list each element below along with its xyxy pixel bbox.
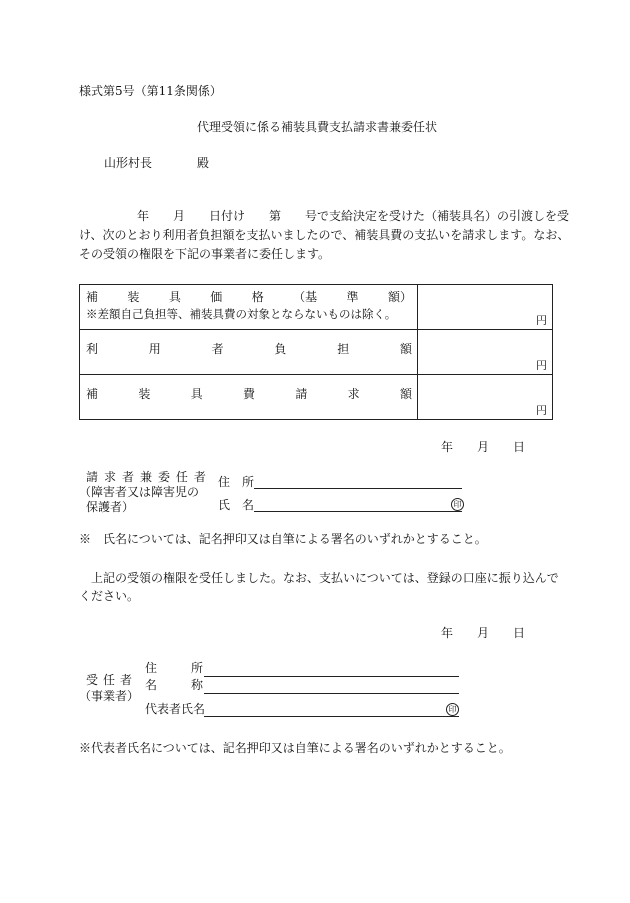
label-char: 補 xyxy=(86,290,99,304)
claimant-role-sub-2: 保護者） xyxy=(86,500,135,514)
label-char: 具 xyxy=(168,290,181,304)
claimant-address-field[interactable] xyxy=(254,488,462,489)
body-date-line: 年 月 日付け 第 号で支給決定を受けた（補装具名）の引渡しを受 xyxy=(137,209,570,223)
label-char: 請 xyxy=(86,470,99,484)
label-char: 価 xyxy=(210,290,223,304)
fee-label-claim-amount xyxy=(86,388,412,400)
label-char: 者 xyxy=(121,470,134,484)
delegate-name-field[interactable] xyxy=(204,693,459,694)
document-title: 代理受領に係る補装具費支払請求書兼委任状 xyxy=(197,120,438,134)
label-char: 称 xyxy=(190,678,203,692)
fee-label-cell xyxy=(80,285,418,330)
form-number: 様式第5号（第11条関係） xyxy=(79,84,222,98)
delegate-address-field[interactable] xyxy=(204,676,459,677)
fee-amount-standard-price[interactable] xyxy=(418,285,553,330)
label-char: 装 xyxy=(127,290,140,304)
label-char: 額 xyxy=(399,342,412,356)
label-char: 委 xyxy=(157,470,170,484)
fee-label-standard-price xyxy=(86,291,412,303)
label-char: 具 xyxy=(190,387,203,401)
fee-label-cell xyxy=(80,375,418,420)
claimant-name-field[interactable] xyxy=(254,511,462,512)
date-field-2[interactable]: 年 月 日 xyxy=(441,626,526,640)
table-row xyxy=(80,285,553,330)
fee-table xyxy=(79,284,553,420)
fee-label-cell xyxy=(80,330,418,375)
delegate-role xyxy=(86,674,132,686)
label-char: 求 xyxy=(347,387,360,401)
delegate-name-label xyxy=(145,679,203,691)
claimant-address-label: 住 所 xyxy=(218,475,255,489)
yen-unit: 円 xyxy=(536,314,547,327)
addressee-honorific: 殿 xyxy=(197,156,210,170)
label-char: 額） xyxy=(387,290,412,304)
label-char: 住 xyxy=(145,661,158,675)
note-signature-1: ※ 氏名については、記名押印又は自筆による署名のいずれかとすること。 xyxy=(79,532,487,546)
date-field-1[interactable]: 年 月 日 xyxy=(441,440,526,454)
delegate-representative-label: 代表者氏名 xyxy=(145,702,206,716)
delegate-role-sub: （事業者） xyxy=(79,689,140,703)
acceptance-line-1: 上記の受領の権限を受任しました。なお、支払いについては、登録の口座に振り込んで xyxy=(91,571,559,585)
label-char: 用 xyxy=(148,342,161,356)
label-char: 利 xyxy=(86,342,99,356)
claimant-role xyxy=(86,471,206,483)
label-char: 担 xyxy=(337,342,350,356)
yen-unit: 円 xyxy=(536,404,547,417)
acceptance-line-2: ください。 xyxy=(79,589,140,603)
seal-mark-icon: 印 xyxy=(446,703,459,716)
fee-amount-user-burden[interactable] xyxy=(418,330,553,375)
label-char: 装 xyxy=(138,387,151,401)
label-char: 者 xyxy=(211,342,224,356)
seal-mark-icon: 印 xyxy=(451,498,464,511)
label-char: 負 xyxy=(274,342,287,356)
label-char: 者 xyxy=(193,470,206,484)
body-line-3: その受領の権限を下記の事業者に委任します。 xyxy=(79,247,331,261)
label-char: 補 xyxy=(86,387,99,401)
fee-label-user-burden xyxy=(86,343,412,355)
fee-note: ※差額自己負担等、補装具費の対象とならないものは除く。 xyxy=(86,307,397,321)
label-char: 格 xyxy=(251,290,264,304)
body-line-2: け、次のとおり利用者負担額を支払いましたので、補装具費の支払いを請求します。なお、 xyxy=(79,228,570,242)
label-char: 者 xyxy=(119,673,132,687)
label-char: 求 xyxy=(103,470,116,484)
label-char: 額 xyxy=(399,387,412,401)
yen-unit: 円 xyxy=(536,359,547,372)
delegate-address-label xyxy=(145,662,203,674)
claimant-role-sub-1: （障害者又は障害児の xyxy=(79,485,200,499)
addressee-name: 山形村長 xyxy=(104,156,153,170)
note-signature-2: ※代表者氏名については、記名押印又は自筆による署名のいずれかとすること。 xyxy=(79,741,511,755)
fee-amount-claim-amount[interactable] xyxy=(418,375,553,420)
label-char: 所 xyxy=(190,661,203,675)
table-row xyxy=(80,330,553,375)
label-char: 受 xyxy=(86,673,99,687)
label-char: 費 xyxy=(242,387,255,401)
label-char: 兼 xyxy=(139,470,152,484)
claimant-name-label: 氏 名 xyxy=(218,498,255,512)
label-char: 任 xyxy=(175,470,188,484)
label-char: 準 xyxy=(346,290,359,304)
label-char: 請 xyxy=(295,387,308,401)
label-char: 名 xyxy=(145,678,158,692)
delegate-representative-field[interactable] xyxy=(204,716,459,717)
label-char: 任 xyxy=(102,673,115,687)
label-char: （基 xyxy=(293,290,318,304)
table-row xyxy=(80,375,553,420)
